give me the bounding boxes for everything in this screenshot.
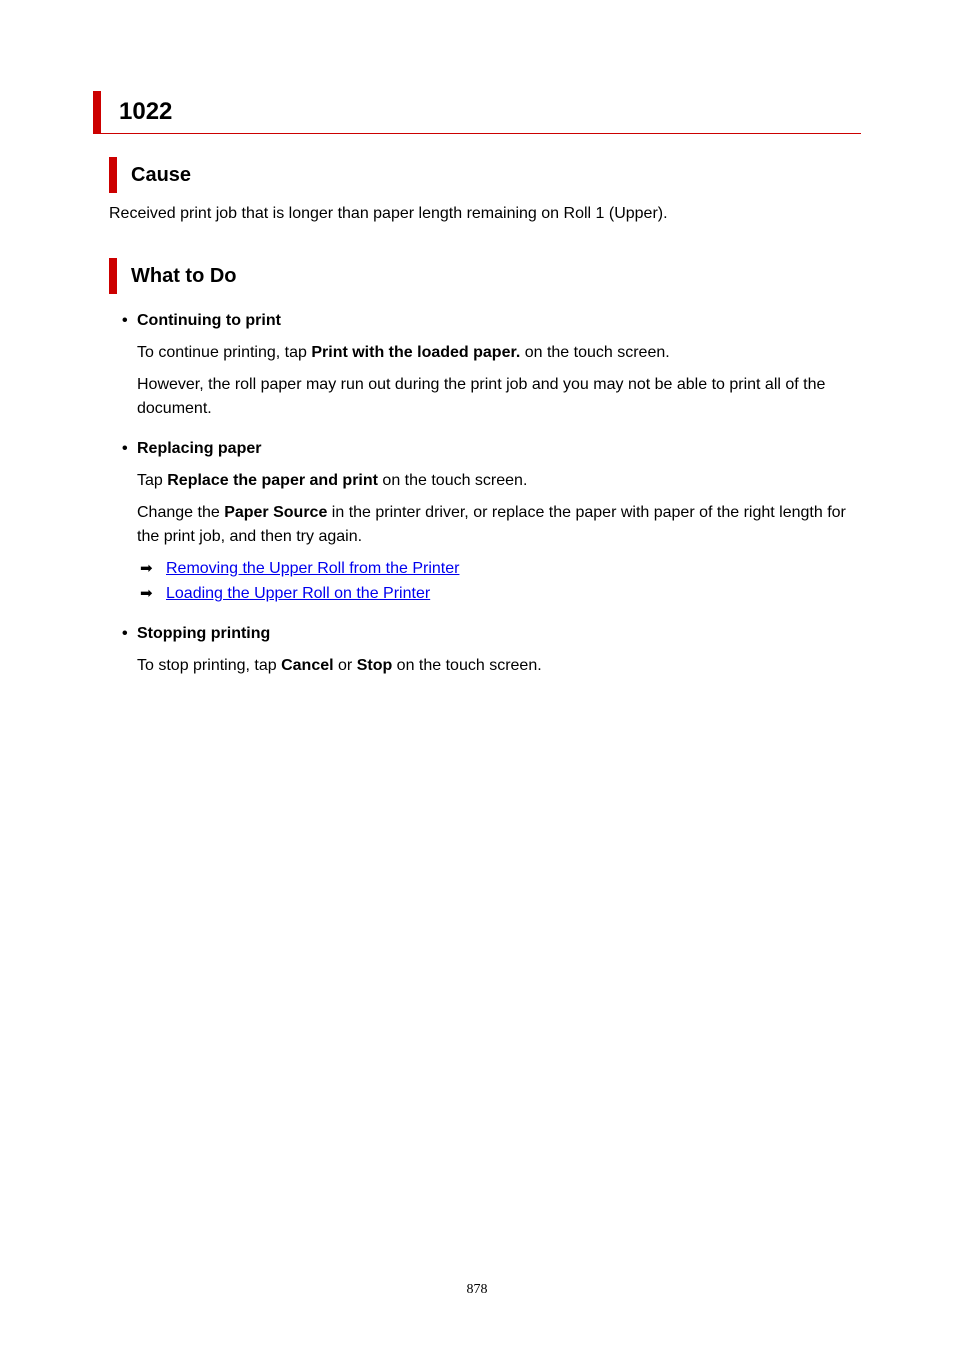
bullet-dot: •: [122, 625, 128, 642]
bullet-dot: •: [122, 440, 128, 457]
what-to-do-heading-text: What to Do: [131, 265, 237, 287]
continuing-p1-bold: Print with the loaded paper.: [311, 344, 521, 361]
replacing-p2-bold: Paper Source: [224, 504, 328, 521]
link-row-removing: [140, 557, 459, 581]
page-title: [93, 91, 861, 134]
replacing-p2-pre: Change the: [137, 504, 225, 521]
replacing-instruction: [137, 469, 857, 493]
what-to-do-accent-bar: [109, 258, 117, 294]
stopping-stop-bold: Stop: [356, 657, 393, 674]
stopping-cancel-bold: Cancel: [281, 657, 334, 674]
link-row-loading: [140, 582, 430, 606]
replacing-detail: [137, 501, 857, 549]
bullet-replacing-label: Replacing paper: [137, 440, 262, 457]
title-accent-bar: [93, 91, 101, 133]
bullet-replacing: [122, 437, 261, 461]
replacing-p1-pre: Tap: [137, 472, 168, 489]
stopping-p1-post: on the touch screen.: [392, 657, 542, 674]
link-loading-upper-roll[interactable]: Loading the Upper Roll on the Printer: [166, 585, 431, 602]
stopping-instruction: [137, 654, 857, 678]
stopping-p1-pre: To stop printing, tap: [137, 657, 282, 674]
bullet-stopping: [122, 622, 270, 646]
continuing-warning: However, the roll paper may run out during the print job and you may not be able to print all of the document.: [137, 376, 826, 417]
page-number: 878: [466, 1282, 488, 1297]
bullet-continuing: [122, 309, 281, 333]
continuing-p1-pre: To continue printing, tap: [137, 344, 312, 361]
bullet-stopping-label: Stopping printing: [137, 625, 271, 642]
replacing-p1-post: on the touch screen.: [377, 472, 528, 489]
page-title-text: 1022: [119, 98, 173, 125]
continuing-p1-post: on the touch screen.: [520, 344, 670, 361]
bullet-continuing-label: Continuing to print: [137, 312, 281, 329]
arrow-right-icon: ➡: [140, 585, 153, 602]
link-removing-upper-roll[interactable]: Removing the Upper Roll from the Printer: [166, 560, 460, 577]
arrow-right-icon: ➡: [140, 560, 153, 577]
stopping-p1-mid: or: [333, 657, 357, 674]
replacing-p2-post: in the printer driver, or replace the paper with paper of the right length for the print job, and then try again.: [137, 504, 846, 545]
cause-heading-text: Cause: [131, 164, 192, 186]
cause-text: Received print job that is longer than paper length remaining on Roll 1 (Upper).: [109, 205, 668, 222]
cause-accent-bar: [109, 157, 117, 193]
continuing-instruction: [137, 341, 857, 365]
bullet-dot: •: [122, 312, 128, 329]
replacing-p1-bold: Replace the paper and print: [167, 472, 378, 489]
